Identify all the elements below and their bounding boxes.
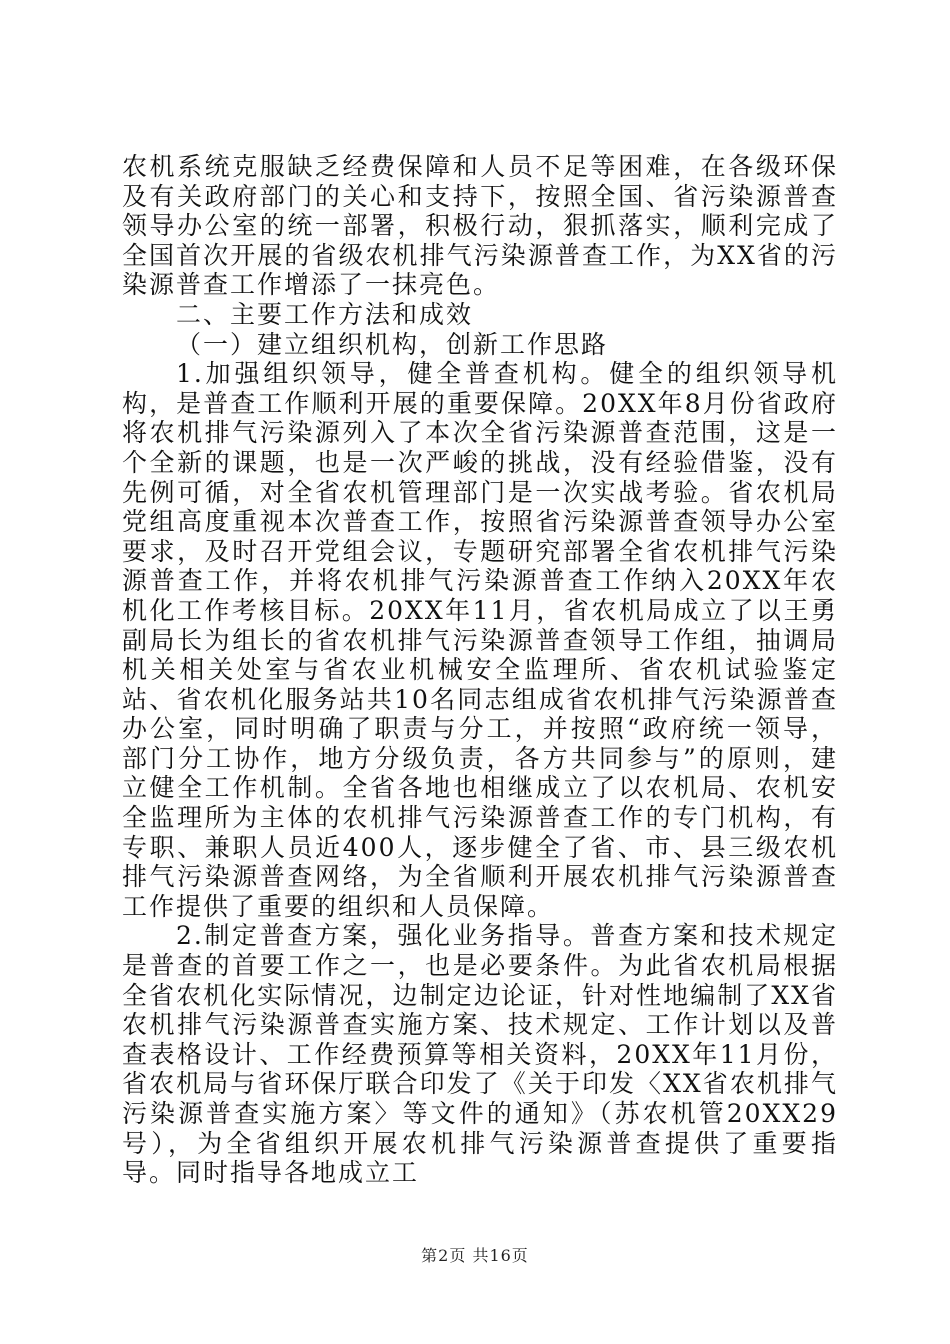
paragraph-item-1: 1.加强组织领导，健全普查机构。健全的组织领导机构，是普查工作顺利开展的重要保障。20XX年8月份省政府将农机排气污染源列入了本次全省污染源普查范围，这是一个全新的课题，也是一次严峻的挑战，没有经验借鉴，没有先例可循，对全省农机管理部门是一次实战考验。省农机局党组高度重视本次普查工作，按照省污染源普查领导办公室要求，及时召开党组会议，专题研究部署全省农机排气污染源普查工作，并将农机排气污染源普查工作纳入20XX年农机化工作考核目标。20XX年11月，省农机局成立了以王勇副局长为组长的省农机排气污染源普查领导工作组，抽调局机关相关处室与省农业机械安全监理所、省农机试验鉴定站、省农机化服务站共10名同志组成省农机排气污染源普查办公室，同时明确了职责与分工，并按照“政府统一领导，部门分工协作，地方分级负责，各方共同参与”的原则，建立健全工作机制。全省各地也相继成立了以农机局、农机安全监理所为主体的农机排气污染源普查工作的专门机构，有专职、兼职人员近400人，逐步健全了省、市、县三级农机排气污染源普查网络，为全省顺利开展农机排气污染源普查工作提供了重要的组织和人员保障。 <box>122 359 838 921</box>
subsection-heading: （一）建立组织机构，创新工作思路 <box>176 329 609 359</box>
section-heading: 二、主要工作方法和成效 <box>176 299 474 329</box>
document-body <box>122 152 838 1188</box>
paragraph-item-2: 2.制定普查方案，强化业务指导。普查方案和技术规定是普查的首要工作之一，也是必要条件。为此省农机局根据全省农机化实际情况，边制定边论证，针对性地编制了XX省农机排气污染源普查实施方案、技术规定、工作计划以及普查表格设计、工作经费预算等相关资料，20XX年11月份，省农机局与省环保厅联合印发了《关于印发〈XX省农机排气污染源普查实施方案〉等文件的通知》（苏农机管20XX29号），为全省组织开展农机排气污染源普查提供了重要指导。同时指导各地成立工 <box>122 921 838 1188</box>
paragraph-intro-continued: 农机系统克服缺乏经费保障和人员不足等困难，在各级环保及有关政府部门的关心和支持下，按照全国、省污染源普查领导办公室的统一部署，积极行动，狠抓落实，顺利完成了全国首次开展的省级农机排气污染源普查工作，为XX省的污染源普查工作增添了一抹亮色。 <box>122 152 838 300</box>
page-footer: 第2页 共16页 <box>421 1246 529 1265</box>
